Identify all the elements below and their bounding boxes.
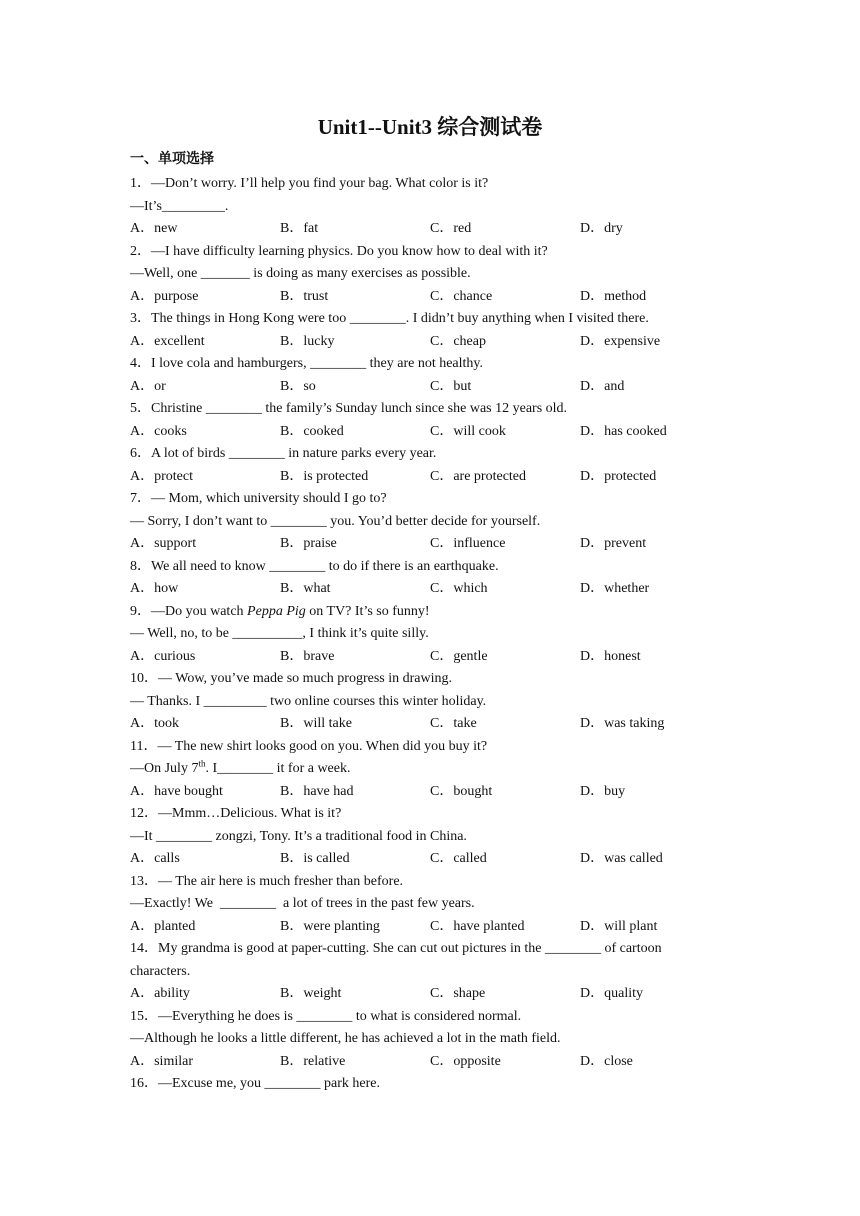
option-a: A．or: [130, 378, 166, 394]
question-text: —Mmm…Delicious. What is it?: [158, 806, 342, 821]
option-c: C．will cook: [430, 423, 506, 439]
question-7-reply: — Sorry, I don’t want to ________ you. You’d better decide for yourself.: [130, 513, 541, 529]
question-number: 14．: [130, 941, 158, 956]
question-list: [130, 173, 730, 1096]
question-text: —Don’t worry. I’ll help you find your bag. What color is it?: [151, 176, 489, 191]
question-number: 2．: [130, 243, 151, 259]
question-11-reply: [130, 758, 730, 781]
option-a: A．ability: [130, 986, 190, 1001]
option-d: D．prevent: [580, 536, 647, 551]
question-text: I love cola and hamburgers, ________ they are not healthy.: [151, 356, 484, 371]
question-text: —I have difficulty learning physics. Do you know how to deal with it?: [151, 243, 548, 259]
option-d: D．will plant: [580, 918, 658, 934]
question-9-options: [130, 646, 730, 669]
question-16-stem: [130, 1073, 730, 1096]
option-b: B．brave: [280, 648, 335, 664]
option-d: D．close: [580, 1053, 633, 1069]
question-14-options: [130, 983, 730, 1006]
option-d: D．method: [580, 288, 647, 304]
question-text-end: on TV? It’s so funny!: [305, 603, 430, 619]
question-text: — Mom, which university should I go to?: [151, 491, 387, 506]
option-b: B．weight: [280, 986, 342, 1001]
question-text: We all need to know ________ to do if there is an earthquake.: [151, 558, 499, 574]
question-text: — The new shirt looks good on you. When did you buy it?: [157, 738, 488, 754]
option-c: C．influence: [430, 536, 506, 551]
option-c: C．shape: [430, 986, 486, 1001]
question-number: 12．: [130, 806, 158, 821]
question-12-reply: —It ________ zongzi, Tony. It’s a traditional food in China.: [130, 828, 467, 844]
option-c: C．have planted: [430, 918, 525, 934]
option-c: C．chance: [430, 288, 493, 304]
question-3-options: [130, 331, 730, 354]
option-c: C．red: [430, 221, 472, 236]
question-number: 11．: [130, 738, 158, 754]
option-d: D．has cooked: [580, 423, 667, 439]
question-4-options: [130, 376, 730, 399]
question-number: 13．: [130, 873, 158, 889]
option-a: A．cooks: [130, 423, 187, 439]
question-number: 4．: [130, 356, 151, 371]
question-6-options: [130, 466, 730, 489]
ordinal-suffix: th: [198, 758, 206, 769]
option-c: C．are protected: [430, 468, 527, 484]
option-a: A．purpose: [130, 288, 199, 304]
option-a: A．calls: [130, 851, 180, 866]
option-b: B．is called: [280, 851, 350, 866]
option-d: D．quality: [580, 986, 643, 1001]
option-a: A．excellent: [130, 333, 205, 349]
option-b: B．trust: [280, 288, 329, 304]
question-14-stem: [130, 938, 715, 983]
reply-text-end: . I________ it for a week.: [205, 761, 351, 776]
option-c: C．but: [430, 378, 472, 394]
question-12-stem: [130, 803, 730, 826]
question-number: 10．: [130, 671, 158, 686]
option-a: A．protect: [130, 468, 193, 484]
question-12-options: [130, 848, 730, 871]
question-15-reply: —Although he looks a little different, he has achieved a lot in the math field.: [130, 1031, 561, 1046]
question-text: Christine ________ the family’s Sunday lunch since she was 12 years old.: [151, 401, 568, 416]
option-c: C．take: [430, 716, 477, 731]
option-a: A．new: [130, 221, 178, 236]
option-b: B．fat: [280, 221, 319, 236]
question-number: 16．: [130, 1076, 158, 1091]
option-d: D．honest: [580, 648, 641, 664]
option-b: B．cooked: [280, 423, 344, 439]
option-b: B．have had: [280, 783, 354, 799]
question-text: My grandma is good at paper-cutting. She can cut out pictures in the ________ of cartoon characters.: [130, 941, 662, 979]
option-b: B．lucky: [280, 333, 335, 349]
option-a: A．similar: [130, 1053, 193, 1069]
option-b: B．what: [280, 581, 331, 596]
question-10-stem: [130, 668, 730, 691]
page-title: Unit1--Unit3 综合测试卷: [317, 115, 543, 139]
question-text: — The air here is much fresher than before.: [158, 873, 404, 889]
option-b: B．will take: [280, 716, 352, 731]
question-number: 5．: [130, 401, 151, 416]
option-c: C．cheap: [430, 333, 486, 349]
option-d: D．expensive: [580, 333, 661, 349]
question-9-reply: — Well, no, to be __________, I think it’s quite silly.: [130, 626, 429, 641]
option-d: D．buy: [580, 783, 626, 799]
question-1-reply: —It’s_________.: [130, 198, 229, 214]
question-2-reply: —Well, one _______ is doing as many exercises as possible.: [130, 266, 471, 281]
question-11-stem: [130, 736, 730, 759]
option-c: C．which: [430, 581, 488, 596]
question-1-options: [130, 218, 730, 241]
question-number: 1．: [130, 176, 151, 191]
option-c: C．called: [430, 851, 487, 866]
question-text: —Everything he does is ________ to what is considered normal.: [158, 1008, 522, 1024]
option-a: A．planted: [130, 918, 196, 934]
option-b: B．relative: [280, 1053, 346, 1069]
question-number: 9．: [130, 603, 151, 619]
option-a: A．curious: [130, 648, 196, 664]
question-number: 15．: [130, 1008, 158, 1024]
question-6-stem: [130, 443, 730, 466]
question-5-stem: [130, 398, 730, 421]
option-a: A．took: [130, 716, 179, 731]
option-c: C．gentle: [430, 648, 488, 664]
question-text-start: —Do you watch: [151, 603, 248, 619]
option-b: B．praise: [280, 536, 337, 551]
question-13-stem: [130, 871, 730, 894]
option-b: B．is protected: [280, 468, 369, 484]
question-number: 7．: [130, 491, 151, 506]
option-b: B．so: [280, 378, 316, 394]
question-13-options: [130, 916, 730, 939]
question-number: 8．: [130, 558, 151, 574]
option-c: C．opposite: [430, 1053, 501, 1069]
question-text: A lot of birds ________ in nature parks every year.: [151, 446, 437, 461]
question-8-stem: [130, 556, 730, 579]
question-7-options: [130, 533, 730, 556]
question-15-stem: [130, 1006, 730, 1029]
question-9-stem: [130, 601, 730, 624]
option-d: D．whether: [580, 581, 650, 596]
option-a: A．how: [130, 581, 179, 596]
reply-text-start: —On July 7: [130, 761, 199, 776]
question-10-options: [130, 713, 730, 736]
question-3-stem: [130, 308, 730, 331]
question-4-stem: [130, 353, 730, 376]
question-text: —Excuse me, you ________ park here.: [158, 1076, 380, 1091]
question-1-stem: [130, 173, 730, 196]
option-d: D．and: [580, 378, 625, 394]
question-13-reply: —Exactly! We ________ a lot of trees in the past few years.: [130, 896, 475, 911]
option-a: A．have bought: [130, 783, 223, 799]
section-heading: 一、单项选择: [130, 152, 214, 167]
question-5-options: [130, 421, 730, 444]
question-text: — Wow, you’ve made so much progress in drawing.: [158, 671, 452, 686]
option-d: D．dry: [580, 221, 623, 236]
question-2-options: [130, 286, 730, 309]
option-d: D．was called: [580, 851, 663, 866]
option-b: B．were planting: [280, 918, 380, 934]
question-2-stem: [130, 241, 730, 264]
question-7-stem: [130, 488, 730, 511]
question-11-options: [130, 781, 730, 804]
option-d: D．protected: [580, 468, 657, 484]
option-c: C．bought: [430, 783, 493, 799]
question-number: 6．: [130, 446, 151, 461]
option-a: A．support: [130, 536, 197, 551]
show-title: Peppa Pig: [247, 603, 306, 619]
question-text: The things in Hong Kong were too ________. I didn’t buy anything when I visited there.: [151, 311, 649, 326]
question-15-options: [130, 1051, 730, 1074]
question-10-reply: — Thanks. I _________ two online courses this winter holiday.: [130, 693, 487, 709]
question-8-options: [130, 578, 730, 601]
question-number: 3．: [130, 311, 151, 326]
option-d: D．was taking: [580, 716, 665, 731]
